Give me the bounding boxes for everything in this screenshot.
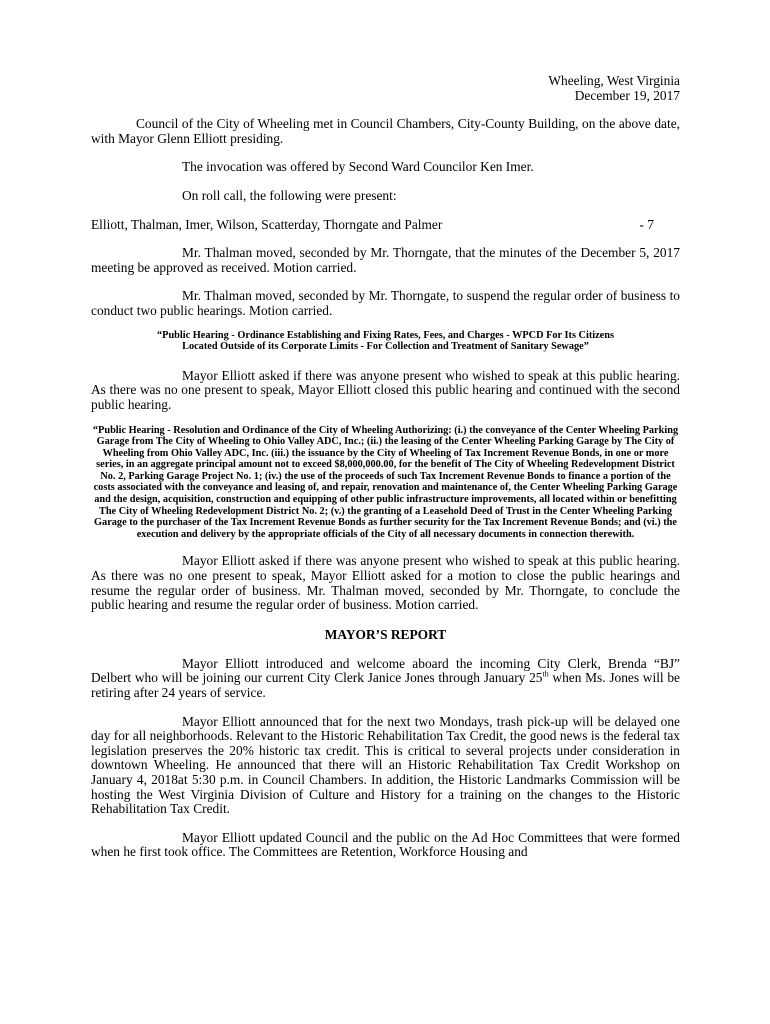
- report-p1-sup: th: [542, 669, 549, 679]
- report-p1-before: Mayor Elliott introduced and welcome aboard the incoming City Clerk, Brenda “BJ” Delbert who will be joining our current City Clerk Janice Jones through January 25: [91, 655, 680, 686]
- minutes-motion-paragraph: Mr. Thalman moved, seconded by Mr. Thorngate, that the minutes of the December 5, 2017 meeting be approved as received. Motion carried.: [91, 245, 680, 275]
- mayors-report-paragraph-3: Mayor Elliott updated Council and the public on the Ad Hoc Committees that were formed when he first took office. The Committees are Retention, Workforce Housing and: [91, 829, 680, 860]
- roll-call-row: [91, 218, 680, 233]
- roll-call-intro: On roll call, the following were present:: [182, 187, 397, 203]
- suspend-motion-paragraph: Mr. Thalman moved, seconded by Mr. Thorngate, to suspend the regular order of business to conduct two public hearings. Motion carried.: [91, 288, 680, 318]
- invocation-paragraph: The invocation was offered by Second Ward Councilor Ken Imer.: [182, 159, 534, 175]
- mayors-report-paragraph-2: Mayor Elliott announced that for the next two Mondays, trash pick-up will be delayed one day for all neighborhoods. Relevant to the Historic Rehabilitation Tax Credit, the good news is the federal tax legislation preserves the 20% historic tax credit. This is critical to several projects under consideration in downtown Wheeling. He announced that there will an Historic Rehabilitation Tax Credit Workshop on January 4, 2018at 5:30 p.m. in Council Chambers. In addition, the Historic Landmarks Commission will be hosting the West Virginia Division of Culture and History for a training on the changes to the Historic Rehabilitation Tax Credit.: [91, 713, 680, 817]
- mayors-report-paragraph-1: [91, 657, 680, 701]
- report-p1-after: when Ms. Jones will be retiring after 24 years of service.: [91, 670, 680, 700]
- hearing1-title: “Public Hearing - Ordinance Establishing and Fixing Rates, Fees, and Charges - WPCD For Its Citizens Located Outside of its Corporate Limits - For Collection and Treatment of Sanitary Sewage”: [157, 329, 614, 353]
- hearing2-paragraph: Mayor Elliott asked if there was anyone present who wished to speak at this public hearing. As there was no one present to speak, Mayor Elliott asked for a motion to close the public hearings and resume the regular order of business. Mr. Thalman moved, seconded by Mr. Thorngate, to conclude the public hearing and resume the regular order of business. Motion carried.: [91, 553, 680, 613]
- intro-paragraph: Council of the City of Wheeling met in Council Chambers, City-County Building, on the above date, with Mayor Glenn Elliott presiding.: [91, 116, 680, 146]
- mayors-report-heading: MAYOR’S REPORT: [324, 626, 447, 642]
- roll-call-count: - 7: [639, 216, 654, 232]
- hearing2-title: “Public Hearing - Resolution and Ordinance of the City of Wheeling Authorizing: (i.) the conveyance of the Center Wheeling Parking Garage from The City of Wheeling to Ohio Valley ADC, Inc.; (ii.) the leasing of the Center Wheeling Parking Garage by The City of Wheeling from Ohio Valley ADC, Inc. (iii.) the issuance by the City of Wheeling of Tax Increment Revenue Bonds, in one or more series, in an aggregate principal amount not to exceed $8,000,000.00, for the benefit of The City of Wheeling Redevelopment District No. 2, Parking Garage Project No. 1; (iv.) the use of the proceeds of such Tax Increment Revenue Bonds to finance a portion of the costs associated with the conveyance and leasing of, and repair, renovation and maintenance of, the Center Wheeling Parking Garage and the design, acquisition, construction and equipping of other public infrastructure improvements, all located within or benefitting The City of Wheeling Redevelopment District No. 2; (v.) the granting of a Leasehold Deed of Trust in the Center Wheeling Parking Garage to the purchaser of the Tax Increment Revenue Bonds as further security for the Tax Increment Revenue Bonds; and (vi.) the execution and delivery by the appropriate officials of the City of all necessary documents in connection therewith.: [92, 424, 679, 540]
- hearing1-paragraph: Mayor Elliott asked if there was anyone present who wished to speak at this public hearing. As there was no one present to speak, Mayor Elliott closed this public hearing and continued with the second public hearing.: [91, 367, 680, 412]
- header-date: December 19, 2017: [574, 87, 680, 103]
- roll-call-names: Elliott, Thalman, Imer, Wilson, Scatterday, Thorngate and Palmer: [91, 216, 443, 232]
- header-place: Wheeling, West Virginia: [548, 73, 680, 88]
